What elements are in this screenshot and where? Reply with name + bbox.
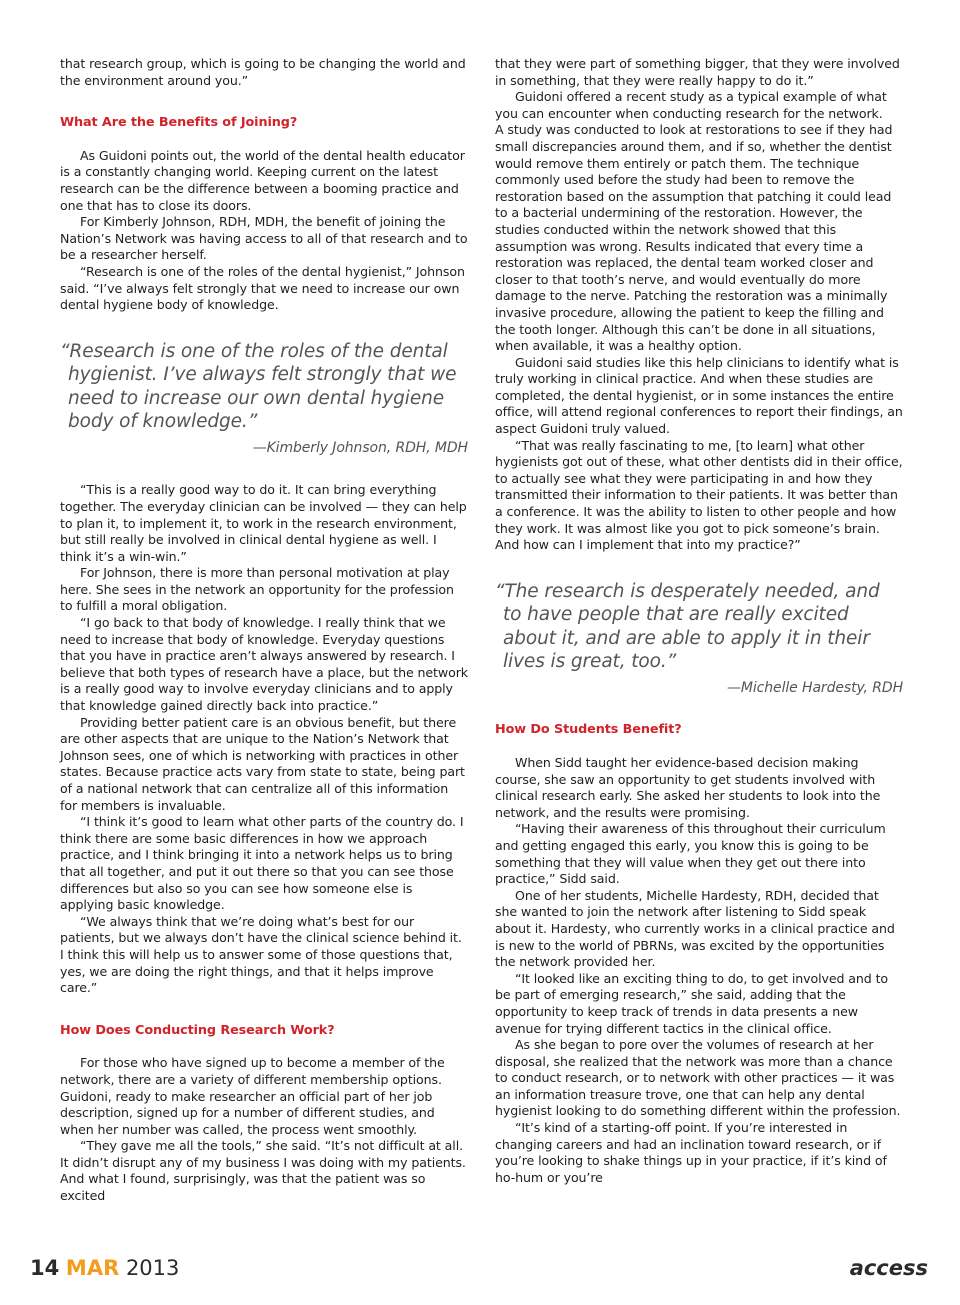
paragraph: “I go back to that body of knowledge. I really think that we need to increase that body of knowledge. Everyday questions that you have in practice aren’t always answered by research. I believe that both types of research have a place, but the network is a really good way to involve everyday clinicians and to apply that knowledge gained directly back into practice.” [60, 615, 468, 714]
section-heading-benefits: What Are the Benefits of Joining? [60, 115, 298, 131]
section-heading-students: How Do Students Benefit? [495, 722, 682, 738]
left-column [60, 56, 468, 1205]
issue-month: MAR [65, 1256, 120, 1280]
paragraph: For those who have signed up to become a member of the network, there are a variety of different membership options. Guidoni, ready to make researcher an official part of her job description, signed up for a number of different studies, and when her number was called, the process went smoothly. [60, 1055, 445, 1137]
paragraph: “It’s kind of a starting-off point. If you’re interested in changing careers and had an inclination toward research, or if you’re looking to shake things up in your practice, if it’s kind of ho-hum or you’re [495, 1120, 887, 1185]
paragraph: “Research is one of the roles of the dental hygienist,” Johnson said. “I’ve always felt strongly that we need to increase our own dental hygiene body of knowledge. [60, 263, 465, 313]
paragraph: One of her students, Michelle Hardesty, RDH, decided that she wanted to join the network after listening to Sidd speak about it. Hardesty, who currently works in a clinical practice and is new to the world of PBRNs, was excited by the opportunities the network provided her. [495, 887, 895, 970]
paragraph: As she began to pore over the volumes of research at her disposal, she realized that the network was more than a chance to conduct research, or to network with other practices — it was an information treasure trove, one that can help any dental hygienist looking to do something different within the profession. [495, 1037, 901, 1119]
paragraph: When Sidd taught her evidence-based decision making course, she saw an opportunity to get students involved with clinical research early. She asked her students to look into the network, and the results were promising. [495, 755, 881, 820]
paragraph: A study was conducted to look at restorations to see if they had small discrepancies around them, and if so, whether the dentist would remove them entirely or patch them. The technique commonly used before the study had been to remove the restoration based on the assumption that patching it could lead to a bacterial undermining of the restoration. However, the studies conducted within the network showed that this assumption was wrong. Results indicated that every time a restoration was replaced, the dental team worked closer and closer to that tooth’s nerve, and would eventually do more damage to the nerve. Patching the restoration was a minimally invasive procedure, allowing the patient to keep the filling and the tooth longer. Although this can’t be done in all situations, when available, it was a healthy option. [495, 122, 893, 354]
paragraph: “I think it’s good to learn what other parts of the country do. I think there are some basic differences in how we approach practice, and I think bringing it into a network helps us to bring that all together, and put it out there so that you can see those differences but also so you can see how someone else is applying basic knowledge. [60, 814, 464, 913]
issue-year: 2013 [125, 1256, 180, 1280]
paragraph: “That was really fascinating to me, [to learn] what other hygienists got out of these, what other dentists did in their office, to actually see what they were participating in and how they transmitted their information to their patients. It was better than a conference. It was the ability to listen to other people and how they work. It was almost like you got to pick someone’s brain. And how can I implement that into my practice?” [495, 437, 903, 553]
paragraph: For Kimberly Johnson, RDH, MDH, the benefit of joining the Nation’s Network was having access to all of that research and to be a researcher herself. [60, 214, 468, 263]
section-heading-research: How Does Conducting Research Work? [60, 1022, 335, 1038]
magazine-name: access [849, 1256, 928, 1280]
paragraph: “We always think that we’re doing what’s best for our patients, but we always don’t have the clinical science behind it. I think this will help us to answer some of those questions that, yes, we are doing the right things, and that it helps improve care.” [60, 913, 462, 996]
right-column [495, 56, 903, 1186]
page-number: 14 [30, 1256, 60, 1280]
paragraph: “They gave me all the tools,” she said. “It’s not difficult at all. It didn’t disrupt any of my business I was doing with my patients. And what I found, surprisingly, was that the patient was so excited [60, 1138, 466, 1204]
pull-quote-attribution: —Kimberly Johnson, RDH, MDH [252, 439, 468, 456]
paragraph: “This is a really good way to do it. It can bring everything together. The everyday clinician can be involved — they can help to plan it, to implement it, to work in the research environment, but still really be involved in clinical dental hygiene as well. I think it’s a win-win.” [60, 482, 467, 564]
pull-quote: “Research is one of the roles of the dental hygienist. I’ve always felt strongly that we need to increase our own dental hygiene body of knowledge.” [60, 340, 457, 433]
paragraph: that research group, which is going to be changing the world and the environment around you.” [60, 56, 466, 88]
paragraph: “Having their awareness of this throughout their curriculum and getting engaged this early, you know this is going to be something that they will value when they get out there into practice,” Sidd said. [495, 821, 886, 887]
pull-quote-attribution: —Michelle Hardesty, RDH [727, 679, 903, 696]
pull-quote: “The research is desperately needed, and to have people that are really excited about it, and are able to apply it in their lives is great, too.” [495, 580, 880, 673]
paragraph: As Guidoni points out, the world of the dental health educator is a constantly changing world. Keeping current on the latest research can be the difference between a booming practice and one that has to close its doors. [60, 147, 465, 213]
page-footer-date [30, 1256, 179, 1280]
paragraph: “It looked like an exciting thing to do, to get involved and to be part of emerging research,” she said, adding that the opportunity to keep track of trends in data presents a new avenue for trying different tactics in the clinical office. [495, 970, 889, 1036]
paragraph: that they were part of something bigger, that they were involved in something, that they were really happy to do it.” [495, 56, 900, 88]
paragraph: Guidoni offered a recent study as a typical example of what you can encounter when conducting research for the network. [495, 89, 887, 121]
paragraph: For Johnson, there is more than personal motivation at play here. She sees in the network an opportunity for the profession to fulfill a moral obligation. [60, 565, 454, 614]
paragraph: Guidoni said studies like this help clinicians to identify what is truly working in clinical practice. And when these studies are completed, the dental hygienist, or in some instances the entire office, will attend regional conferences to report their findings, an aspect Guidoni truly valued. [495, 354, 903, 437]
paragraph: Providing better patient care is an obvious benefit, but there are other aspects that are unique to the Nation’s Network that Johnson sees, one of which is networking with practices in other states. Because practice acts vary from state to state, being part of a national network that can centralize all of this information for members is invaluable. [60, 714, 465, 813]
